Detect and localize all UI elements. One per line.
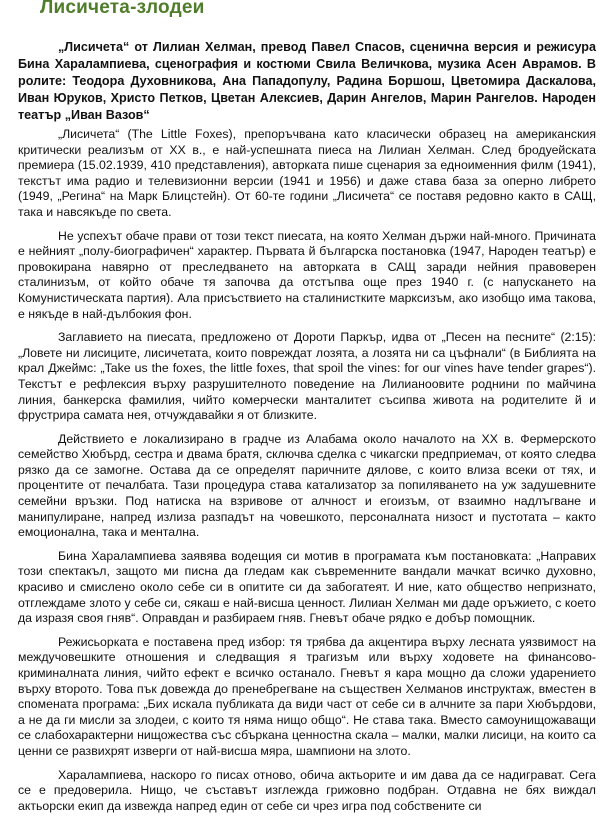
article-title: Лисичета-злодеи	[40, 0, 205, 18]
paragraph: Действието е локализирано в градче из Алабама около началото на XX в. Фермерското семейство Хюбърд, сестра и двама братя, сключва сделка с чикагски предприемач, от която следва рязко да се замогне. Остава да се определят паричните дялове, с които влиза всеки от тях, и процентите от печалбата. Тази процедура става катализатор за попиляването на уж задушевните семейни връзки. Под натиска на взривове от алчност и егоизъм, от взаимно надлъгване и манипулиране, напред излиза разпадът на човешкото, персоналната низост и пустотата – както емоционална, така и ментална.	[18, 431, 596, 540]
paragraph: Бина Харалампиева заявява водещия си мотив в програмата към постановката: „Направих този спектакъл, защото ми писна да гледам как съвременните вандали мачкат всичко духовно, красиво и смислено около себе си в опитите си да забогатеят. И ние, като общество непризнато, отглеждаме злото у себе си, сякаш е най-висша ценност. Лилиан Хелман ми даде оръжието, с което да изразя своя гняв“. Оправдан и разбираем гняв. Гневът обаче рядко е добър помощник.	[18, 548, 596, 626]
paragraph: „Лисичета“ (The Little Foxes), препоръчвана като класически образец на американския критически реализъм от XX в., е най-успешната пиеса на Лилиан Хелман. След бродуейската премиера (15.02.1939, 410 представления), авторката пише сценария за едноименния филм (1941), текстът има радио и телевизионни версии (1941 и 1956) и даже става база за оперно либрето (1949, „Регина“ на Марк Блицстейн). От 60-те години „Лисичета“ се поставя редовно както в САЩ, така и навсякъде по света.	[18, 127, 596, 219]
paragraph: Не успехът обаче прави от този текст пиесата, на която Хелман държи най-много. Причината е нейният „полу-биографичен“ характер. Първата й българска постановка (1947, Народен театър) е провокирана навярно от преследването на авторката в САЩ заради нейния правоверен сталинизъм, от който обаче тя започва да отстъпва още през 1940 г. (с напускането на Комунистическата партия). Ала присъствието на сталинистките марксизъм, ако изобщо има такова, е някъде в най-дълбокия фон.	[18, 228, 596, 321]
paragraph: Режисьорката е поставена пред избор: тя трябва да акцентира върху лесната уязвимост на междучовешките отношения и следващия я трагизъм или върху ходовете на финансово-криминалната линия, чийто ефект е всичко останало. Гневът я кара мощно да сложи ударението върху второто. Това пък довежда до пренебрегване на съществен Хелманов инструктаж, вместен в спомената програма: „Бих искала публиката да види част от себе си в алчните за пари Хюбърдови, а не да ги мисли за злодеи, с които тя няма нищо общо“. Не става така. Вместо самоунищожаващи се слабохарактерни нищожества със сбъркана ценностна скала – малки, малки лисици, на които са ценни се развихрят изверги от най-висша мяра, шампиони на злото.	[18, 634, 596, 758]
paragraph: Харалампиева, наскоро го писах отново, обича актьорите и им дава да се надиграват. Сега се е предоверила. Нищо, че съставът изглежда грижовно подбран. Отдавна не бях виждал актьорски екип да извежда напред един от себе си чрез игра под собствените си	[18, 767, 596, 813]
article-body	[18, 127, 596, 822]
paragraph: Заглавието на пиесата, предложено от Дороти Паркър, идва от „Песен на песните“ (2:15): „Ловете ни лисиците, лисичетата, които повреждат лозята, а лозята ни са цъфнали“ (в Библията на крал Джеймс: „Take us the foxes, the little foxes, that spoil the vines: for our vines have tender grapes“). Текстът е рефлексия върху разрушителното поведение на Лилианоовите роднини по майчина линия, банкерска фамилия, чийто комерчески манталитет съсипва живота на родителите й и фрустрира самата нея, отчуждавайки я от близките.	[18, 330, 596, 423]
production-credits: „Лисичета“ от Лилиан Хелман, превод Павел Спасов, сценична версия и режисура Бина Харалампиева, сценография и костюми Свила Величкова, музика Асен Аврамов. В ролите: Теодора Духовникова, Ана Пападопулу, Радина Боршош, Цветомира Даскалова, Иван Юруков, Христо Петков, Цветан Алексиев, Дарин Ангелов, Марин Рангелов. Народен театър „Иван Вазов“	[18, 40, 596, 122]
